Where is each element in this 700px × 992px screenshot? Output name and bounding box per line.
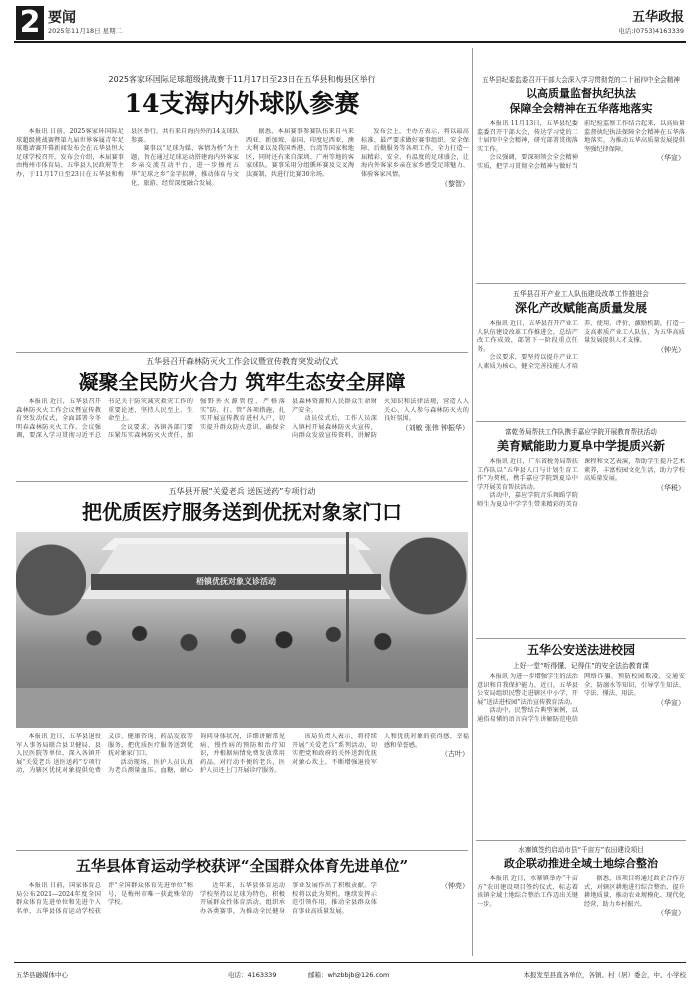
article1-body bbox=[16, 128, 469, 348]
tent bbox=[81, 544, 391, 599]
contact-phone: 电话:(0753)4163339 bbox=[618, 27, 684, 35]
byline: （华宣） bbox=[657, 698, 685, 707]
article2-headline: 凝聚全民防火合力 筑牢生态安全屏障 bbox=[78, 370, 406, 394]
footer-phone: 电话：4163339 bbox=[228, 971, 277, 979]
byline: （刘敏 张伟 钟振华） bbox=[401, 423, 469, 432]
right4-subhead: 上好一堂“听得懂、记得住”的安全法治教育课 bbox=[512, 662, 650, 670]
article2-body bbox=[16, 398, 469, 478]
right1-kicker: 五华县纪委监委召开干部大会深入学习贯彻党的二十届四中全会精神 bbox=[482, 76, 680, 84]
article3-headline: 把优质医疗服务送到优抚对象家门口 bbox=[82, 500, 402, 524]
footer-org: 五华县融媒体中心 bbox=[16, 971, 68, 979]
paragraph: 本报讯 日前，国家体育总局公布2021—2024年度全国群众体育先进单位和先进个人名单，五华县体育运动学校获评“全国群众体育先进单位”称号，是梅州市唯一获此殊荣的学校。 bbox=[16, 882, 193, 915]
paragraph: 近年来，五华县体育运动学校坚持以足球为特色，积极开展群众性体育活动，组织承办各类赛事，为推动全民健身事业发展作出了积极贡献。学校将以此为契机，继续发挥示范引领作用，推动全县群众体育事业高质量发展。 bbox=[200, 882, 377, 915]
ground bbox=[16, 688, 468, 728]
newspaper-brand: 五华政报 bbox=[631, 10, 684, 25]
byline: （钟亮） bbox=[441, 882, 469, 890]
right5-body bbox=[477, 875, 685, 955]
header-rule bbox=[14, 41, 686, 43]
right2-body bbox=[477, 320, 685, 418]
paragraph: 赛事以“足球为媒、客情为桥”为主题，旨在通过足球运动搭建海内外客家乡亲交流互动平台，进一步擦亮五华“足球之乡”金字招牌，推动体育与文化、旅游、经贸深度融合发展。 bbox=[131, 145, 239, 187]
paragraph: 据悉，该项目将通过政企合作方式，对辖区耕地进行综合整治，提升耕地质量，推动农业规模化、现代化经营，助力乡村振兴。 bbox=[584, 875, 685, 908]
paragraph: 本报讯 日前，2025客家环国际足球超级挑战赛暨第九届世界客属青年足球邀请赛开幕新闻发布会在五华县恒大足球学校召开。发布会介绍，本届赛事由梅州市体育局、五华县人民政府等主办，于11月17日至23日在五华县和梅县区举行，共有来自海内外的14支球队参赛。 bbox=[16, 128, 239, 178]
section-divider bbox=[16, 481, 468, 482]
footer-email: 邮箱：whzbbjb@126.com bbox=[308, 971, 390, 979]
paragraph: 本报讯 近日，五华县退役军人事务局联合县卫健局、县人民医院等单位，深入各镇开展“关爱老兵 送医送药”专项行动，为辖区优抚对象提供免费义诊、健康咨询、药品发放等服务，把优质医疗服务送到优抚对象家门口。 bbox=[16, 733, 193, 775]
byline: （钟光） bbox=[657, 345, 685, 354]
issue-date: 2025年11月18日 星期二 bbox=[48, 27, 123, 35]
paragraph: 会议要求，要坚持以提升产业工人素质为核心，健全完善技能人才培养、使用、评价、激励机制，打造一支高素质产业工人队伍，为五华高质量发展提供人才支撑。 bbox=[477, 320, 685, 370]
section-divider bbox=[476, 283, 686, 284]
photo-banner-text: 梧镇优抚对象义诊活动 bbox=[196, 577, 276, 586]
byline: （古叶） bbox=[441, 750, 469, 759]
byline: （黎智） bbox=[441, 179, 469, 188]
right2-kicker: 五华县召开产业工人队伍建设改革工作推进会 bbox=[513, 290, 649, 298]
event-photo bbox=[16, 532, 468, 728]
article3-kicker: 五华县开展“关爱老兵 送医送药”专项行动 bbox=[168, 487, 316, 496]
section-divider bbox=[476, 840, 686, 841]
byline: （华税） bbox=[657, 483, 685, 492]
right1-headline-1: 以高质量监督执纪执法 bbox=[526, 87, 636, 100]
article4-body bbox=[16, 882, 469, 954]
section-divider bbox=[476, 421, 686, 422]
byline: （华宣） bbox=[657, 909, 685, 918]
paragraph: 发布会上，主办方表示，将以最高标准、最严要求做好赛事组织、安全保障、后勤服务等各项工作，全力打造一届精彩、安全、有温度的足球盛会，让海内外客家乡亲在家乡感受足球魅力、体验客家风情。 bbox=[361, 128, 469, 178]
paragraph: 会议要求，各镇各部门要压紧压实森林防灭火责任，加强野外火源管控，严格落实“防、打、管”各项措施，扎实开展宣传教育进村入户，切实提升群众防火意识，确保全县森林资源和人民群众生命财产安全。 bbox=[108, 398, 377, 440]
paragraph: 活动中，嘉应学院音乐舞蹈学院师生为夏阜中学学生带来精彩的美育课程和文艺表演，帮助学生提升艺术素养，丰富校园文化生活，助力学校高质量发展。 bbox=[477, 458, 685, 508]
paragraph: 据悉，本届赛事参赛队伍来自马来西亚、新加坡、泰国、印度尼西亚、澳大利亚以及我国香港、台湾等国家和地区，同时还有来自深圳、广州等地的客家球队。赛事采用分组循环赛及交叉淘汰赛制，共进行比赛30余场。 bbox=[246, 128, 354, 178]
right4-headline: 五华公安送法进校园 bbox=[526, 643, 635, 657]
right3-body bbox=[477, 458, 685, 634]
right2-headline: 深化产改赋能高质量发展 bbox=[514, 301, 647, 315]
paragraph: 本报讯 近日，广东省税务局帮扶工作队以“五华县人口与计划生育工作”为契机，携手嘉应学院到夏阜中学开展美育帮扶活动。 bbox=[477, 458, 578, 491]
paragraph: 会议强调，要深刻领会全会精神实质，把学习贯彻全会精神与做好当前纪检监察工作结合起来，以高质量监督执纪执法保障全会精神在五华落地落实，为推动五华高质量发展提供坚强纪律保障。 bbox=[477, 120, 685, 170]
footer-rule bbox=[14, 962, 686, 963]
paragraph: 该局负责人表示，将持续开展“关爱老兵”系列活动，切实把党和政府的关怀送到优抚对象心坎上，不断增强退役军人和优抚对象的获得感、幸福感和荣誉感。 bbox=[292, 733, 469, 766]
article2-kicker: 五华县召开森林防灭火工作会议暨宣传教育突发动仪式 bbox=[146, 357, 338, 366]
paragraph: 活动现场，医护人员认真为老兵测量血压、血糖，耐心询问身体状况，详细讲解常见病、慢性病的预防和治疗知识，并根据病情免费发放常用药品。对行动不便的老兵，医护人员还上门开展诊疗服务。 bbox=[108, 733, 285, 775]
right3-kicker: 富乾务局帮扶工作队携手嘉应学院开展教育帮扶活动 bbox=[505, 428, 657, 436]
right4-body bbox=[477, 673, 685, 837]
section-divider bbox=[476, 638, 686, 639]
paragraph: 活动中，民警结合典型案例，以通俗易懂的语言向学生讲解防范电信网络诈骗、预防校园欺凌、交通安全、防溺水等知识，引导学生知法、守法、懂法、用法。 bbox=[477, 673, 685, 723]
paragraph: 本报讯 近日，五华县召开产业工人队伍建设改革工作推进会，总结产改工作成效，部署下一阶段重点任务。 bbox=[477, 320, 578, 353]
article4-headline: 五华县体育运动学校获评“全国群众体育先进单位” bbox=[75, 857, 409, 875]
paragraph: 本报讯 近日，水寨镇举办“千亩方”农田建设项目签约仪式，标志着该镇全域土地综合整治工作迈出关键一步。 bbox=[477, 875, 578, 908]
byline: （华宣） bbox=[657, 154, 685, 163]
right5-kicker: 水寨镇签约启动市县“千亩方”农田建设项目 bbox=[518, 846, 644, 854]
section-divider bbox=[16, 352, 468, 353]
right1-headline-2: 保障全会精神在五华落地落实 bbox=[509, 102, 653, 115]
right5-headline: 政企联动推进全域土地综合整治 bbox=[504, 857, 658, 870]
section-title: 要闻 bbox=[48, 10, 76, 26]
paragraph: 本报讯 为进一步增强学生的法治意识和自我保护能力，近日，五华县公安局组织民警走进辖区中小学，开展“送法进校园”法治宣传教育活动。 bbox=[477, 673, 578, 706]
right1-body bbox=[477, 120, 685, 280]
page-number: 2 bbox=[16, 6, 44, 40]
right3-headline: 美育赋能助力夏阜中学提质兴新 bbox=[496, 439, 665, 453]
paragraph: 动员仪式后，工作人员深入镇村开展森林防灭火宣传，向群众发放宣传资料，讲解防火知识和法律法规，营造人人关心、人人参与森林防灭火的良好氛围。 bbox=[292, 398, 469, 440]
paragraph: 本报讯 近日，五华县召开森林防灭火工作会议暨宣传教育突发动仪式，全面部署今冬明春森林防灭火工作。会议强调，要深入学习贯彻习近平总书记关于防灾减灾救灾工作的重要论述，坚持人民至上、生命至上。 bbox=[16, 398, 193, 440]
column-divider bbox=[472, 48, 473, 956]
paragraph: 本报讯 11月13日，五华县纪委监委召开干部大会，传达学习党的二十届四中全会精神，研究部署贯彻落实工作。 bbox=[477, 120, 578, 153]
article3-body bbox=[16, 733, 469, 845]
crowd bbox=[56, 602, 436, 692]
article1-headline: 14支海内外球队参赛 bbox=[124, 89, 360, 118]
section-divider bbox=[16, 850, 468, 851]
article1-kicker: 2025客家环国际足球超级挑战赛于11月17日至23日在五华县和梅县区举行 bbox=[108, 75, 376, 84]
footer-notice: 本报发至县直各单位，各镇、村（居）委会，中、小学校 bbox=[523, 971, 686, 979]
